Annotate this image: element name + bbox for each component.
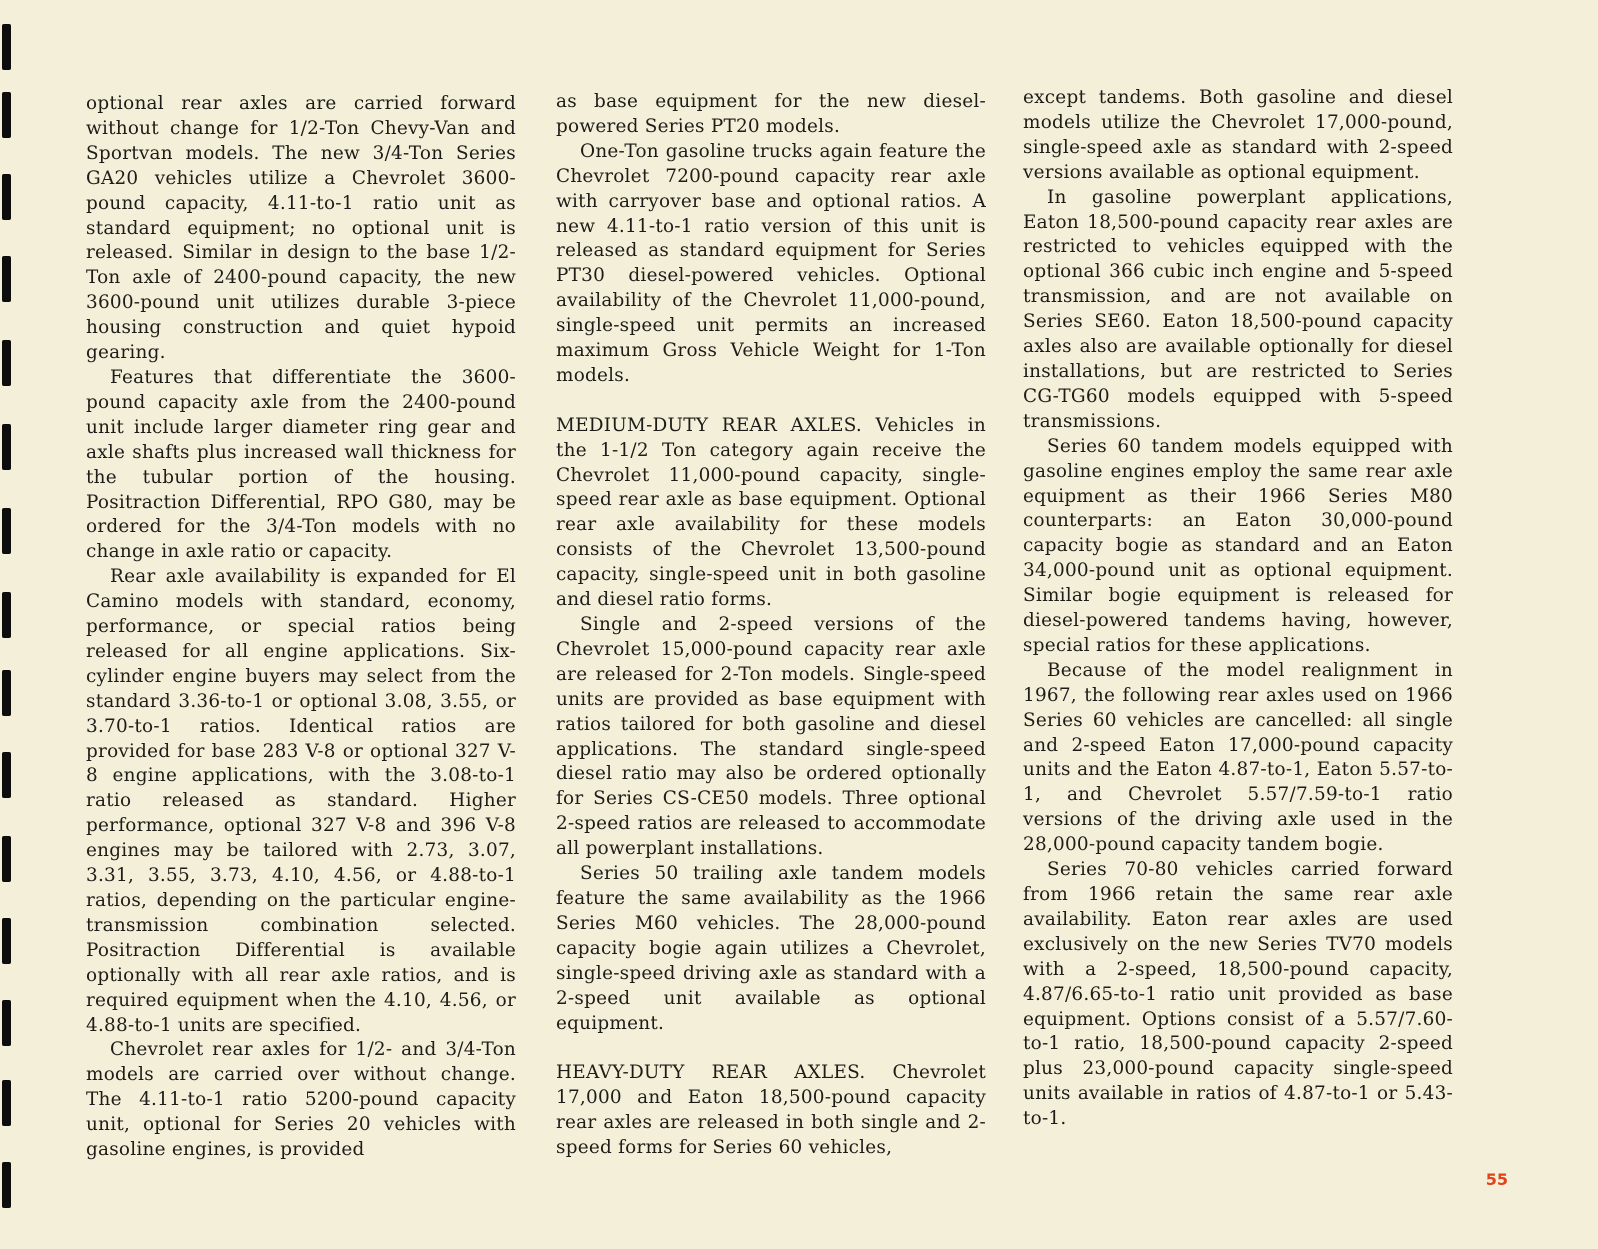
- binding-hole: [2, 1162, 11, 1208]
- binding-hole: [2, 1080, 11, 1126]
- paragraph: except tandems. Both gasoline and diesel models utilize the Chevrolet 17,000-pound, single-speed axle as standard with 2-speed versions available as optional equipment.: [1023, 87, 1453, 183]
- paragraph: Single and 2-speed versions of the Chevrolet 15,000-pound capacity rear axle are released for 2-Ton models. Single-speed units are provided as base equipment with ratios tailored for both gasoline and diesel applications. The standard single-speed diesel ratio may also be ordered optionally for Series CS-CE50 models. Three optional 2-speed ratios are released to accommodate all powerplant installations.: [556, 614, 986, 860]
- binding-hole: [2, 174, 11, 220]
- binding-hole: [2, 508, 11, 554]
- paragraph: as base equipment for the new diesel-powered Series PT20 models.: [556, 91, 986, 137]
- text-column-1: [86, 92, 516, 1163]
- paragraph: Because of the model realignment in 1967, the following rear axles used on 1966 Series 60 vehicles are cancelled: all single and 2-speed Eaton 17,000-pound capacity units and the Eaton 4.87-to-1, Eaton 5.57-to-1, and Chevrolet 5.57/7.59-to-1 ratio versions of the driving axle used in the 28,000-pound capacity tandem bogie.: [1023, 659, 1453, 856]
- binding-hole: [2, 752, 11, 798]
- paragraph: Rear axle availability is expanded for El Camino models with standard, economy, performance, or special ratios being released for all engine applications. Six-cylinder engine buyers may select from the standard 3.36-to-1 or optional 3.08, 3.55, or 3.70-to-1 ratios. Identical ratios are provided for base 283 V-8 or optional 327 V-8 engine applications, with the 3.08-to-1 ratio released as standard. Higher performance, optional 327 V-8 and 396 V-8 engines may be tailored with 2.73, 3.07, 3.31, 3.55, 3.73, 4.10, 4.56, or 4.88-to-1 ratios, depending on the particular engine-transmission combination selected. Positraction Differential is available optionally with all rear axle ratios, and is required equipment when the 4.10, 4.56, or 4.88-to-1 units are specified.: [86, 566, 516, 1036]
- paragraph: Series 60 tandem models equipped with gasoline engines employ the same rear axle equipment as their 1966 Series M80 counterparts: an Eaton 30,000-pound capacity bogie as standard and an Eaton 34,000-pound unit as optional equipment. Similar bogie equipment is released for diesel-powered tandems having, however, special ratios for these applications.: [1023, 435, 1453, 656]
- paragraph: Series 50 trailing axle tandem models feature the same availability as the 1966 Series M60 vehicles. The 28,000-pound capacity bogie again utilizes a Chevrolet, single-speed driving axle as standard with a 2-speed unit available as optional equipment.: [556, 863, 986, 1034]
- paragraph: One-Ton gasoline trucks again feature the Chevrolet 7200-pound capacity rear axle with carryover base and optional ratios. A new 4.11-to-1 ratio version of this unit is released as standard equipment for Series PT30 diesel-powered vehicles. Optional availability of the Chevrolet 11,000-pound, single-speed unit permits an increased maximum Gross Vehicle Weight for 1-Ton models.: [556, 140, 986, 386]
- paragraph: optional rear axles are carried forward without change for 1/2-Ton Chevy-Van and Sportvan models. The new 3/4-Ton Series GA20 vehicles utilize a Chevrolet 3600-pound capacity, 4.11-to-1 ratio unit as standard equipment; no optional unit is released. Similar in design to the base 1/2-Ton axle of 2400-pound capacity, the new 3600-pound unit utilizes durable 3-piece housing construction and quiet hypoid gearing.: [86, 93, 516, 364]
- spiral-binding: [0, 0, 14, 1249]
- section-paragraph-heavy-duty: HEAVY-DUTY REAR AXLES. Chevrolet 17,000 and Eaton 18,500-pound capacity rear axles are released in both single and 2-speed forms for Series 60 vehicles,: [556, 1062, 986, 1159]
- binding-hole: [2, 592, 11, 638]
- text-column-2: [556, 90, 986, 1161]
- binding-hole: [2, 1000, 11, 1046]
- text-column-3: [1023, 86, 1453, 1132]
- binding-hole: [2, 340, 11, 386]
- binding-hole: [2, 424, 11, 470]
- binding-hole: [2, 670, 11, 716]
- section-paragraph-medium-duty: MEDIUM-DUTY REAR AXLES. Vehicles in the 1-1/2 Ton category again receive the Chevrolet 11,000-pound capacity, single-speed rear axle as base equipment. Optional rear axle availability for these models consists of the Chevrolet 13,500-pound capacity, single-speed unit in both gasoline and diesel ratio forms.: [556, 414, 986, 611]
- binding-hole: [2, 836, 11, 882]
- paragraph: Series 70-80 vehicles carried forward from 1966 retain the same rear axle availability. Eaton rear axles are used exclusively on the new Series TV70 models with a 2-speed, 18,500-pound capacity, 4.87/6.65-to-1 ratio unit provided as base equipment. Options consist of a 5.57/7.60-to-1 ratio, 18,500-pound capacity 2-speed plus 23,000-pound capacity single-speed units available in ratios of 4.87-to-1 or 5.43-to-1.: [1023, 859, 1453, 1130]
- paragraph: In gasoline powerplant applications, Eaton 18,500-pound capacity rear axles are restricted to vehicles equipped with the optional 366 cubic inch engine and 5-speed transmission, and are not available on Series SE60. Eaton 18,500-pound capacity axles also are available optionally for diesel installations, but are restricted to Series CG-TG60 models equipped with 5-speed transmissions.: [1023, 186, 1453, 432]
- page-number: 55: [1485, 1170, 1508, 1189]
- binding-hole: [2, 92, 11, 138]
- binding-hole: [2, 256, 11, 302]
- paragraph: Features that differentiate the 3600-pound capacity axle from the 2400-pound unit include larger diameter ring gear and axle shafts plus increased wall thickness for the tubular portion of the housing. Positraction Differential, RPO G80, may be ordered for the 3/4-Ton models with no change in axle ratio or capacity.: [86, 366, 516, 563]
- paragraph: Chevrolet rear axles for 1/2- and 3/4-Ton models are carried over without change. The 4.11-to-1 ratio 5200-pound capacity unit, optional for Series 20 vehicles with gasoline engines, is provided: [86, 1039, 516, 1161]
- binding-hole: [2, 24, 11, 70]
- binding-hole: [2, 918, 11, 964]
